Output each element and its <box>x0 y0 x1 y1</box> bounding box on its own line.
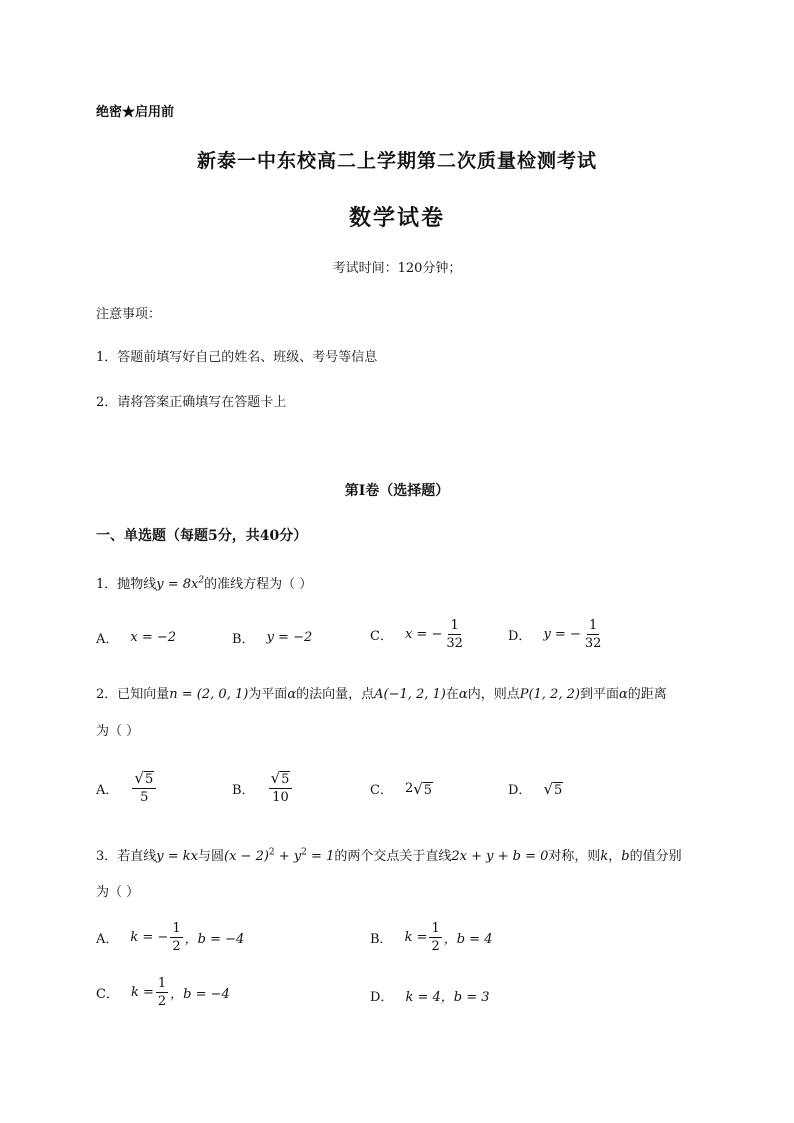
option-label: B． <box>370 932 393 947</box>
radicand: 5 <box>144 772 154 787</box>
q3-prefix: 3．若直线 <box>96 849 157 864</box>
q2-text: 到平面 <box>579 687 619 702</box>
option-text: k = <box>130 985 154 1000</box>
option-label: A． <box>96 782 119 798</box>
q1-prefix: 1．抛物线 <box>96 577 157 592</box>
exam-time: 考试时间：120分钟； <box>332 261 462 276</box>
q3-line2-eq: 2x + y + b = 0 <box>451 849 549 864</box>
q3-line-eq: y = kx <box>156 849 198 864</box>
denominator: 10 <box>272 790 289 805</box>
option-text: x = −2 <box>130 630 177 645</box>
q2-prefix: 2．已知向量 <box>96 687 170 702</box>
q3-option-a <box>96 920 244 955</box>
numerator <box>132 770 156 789</box>
numerator <box>269 770 293 789</box>
q1-option-b <box>232 628 312 647</box>
q3-option-b <box>370 920 493 955</box>
q3-circle-eq: + y <box>274 849 302 864</box>
numerator: 1 <box>157 976 167 991</box>
option-text: ，b = −4 <box>184 932 245 947</box>
coefficient: 2 <box>404 781 414 796</box>
radicand: 5 <box>281 772 290 787</box>
q2-text: 的距离 <box>627 687 667 702</box>
q2-point-a: A(−1, 2, 1) <box>374 687 446 702</box>
option-label: B． <box>232 632 255 647</box>
alpha-symbol: α <box>287 687 297 702</box>
alpha-symbol: α <box>618 687 628 702</box>
q2-option-d <box>508 779 563 798</box>
fraction <box>444 617 465 652</box>
denominator: 2 <box>172 939 181 954</box>
q3-text: ， <box>608 849 622 864</box>
q1-option-d <box>508 617 605 652</box>
q2-option-a <box>96 770 158 806</box>
sqrt: √ 5 <box>134 769 154 787</box>
numerator: 1 <box>431 921 440 936</box>
note-item: 1．答题前填写好自己的姓名、班级、考号等信息 <box>96 350 378 365</box>
option-text: y = − <box>543 627 581 642</box>
q1-suffix: 的准线方程为（ ） <box>204 577 313 592</box>
alpha-symbol: α <box>458 687 468 702</box>
var-k: k <box>600 849 609 864</box>
radicand: 5 <box>423 782 433 798</box>
option-label: A． <box>96 932 119 947</box>
question-3-stem-cont: 为（ ） <box>96 885 140 900</box>
option-text: ，b = −4 <box>170 987 230 1002</box>
fraction <box>132 770 156 806</box>
q2-vector: n = (2, 0, 1) <box>169 687 249 702</box>
var-b: b <box>621 849 630 864</box>
option-label: D． <box>508 783 532 798</box>
option-label: C． <box>370 783 393 798</box>
radicand: 5 <box>554 782 563 798</box>
option-label: A． <box>96 632 119 647</box>
q2-option-c <box>370 779 433 798</box>
q2-text: 的法向量，点 <box>296 687 375 702</box>
option-label: D． <box>370 990 394 1005</box>
q3-text: 的值分别 <box>629 849 682 864</box>
numerator: 1 <box>450 618 459 633</box>
question-2-stem <box>96 683 667 702</box>
denominator: 5 <box>140 790 149 805</box>
option-text: k = 4，b = 3 <box>405 990 490 1005</box>
sqrt: √ 5 <box>270 769 290 787</box>
exam-subtitle: 数学试卷 <box>348 205 445 231</box>
q3-circle-eq: = 1 <box>306 849 335 864</box>
option-label: C． <box>370 629 393 644</box>
question-2-stem-cont: 为（ ） <box>96 724 140 739</box>
numerator: 1 <box>172 921 181 936</box>
exam-title: 新泰一中东校高二上学期第二次质量检测考试 <box>196 150 597 172</box>
denominator: 2 <box>157 994 167 1009</box>
confidential-mark: 绝密★启用前 <box>96 105 175 120</box>
q3-option-c <box>96 975 230 1010</box>
sqrt: √ 5 <box>543 779 563 798</box>
exponent: 2 <box>268 847 275 858</box>
option-text: y = −2 <box>266 630 313 645</box>
q1-exponent: 2 <box>198 575 205 586</box>
q2-point-p: P(1, 2, 2) <box>519 687 580 702</box>
fraction <box>269 770 293 806</box>
option-label: B． <box>232 782 255 798</box>
sqrt: √ 5 <box>413 779 433 798</box>
option-text: ，b = 4 <box>443 932 493 947</box>
fraction <box>170 920 182 955</box>
q2-text: 为平面 <box>248 687 288 702</box>
q2-option-b <box>232 770 294 806</box>
q3-text: 的两个交点关于直线 <box>334 849 452 864</box>
q1-equation: y = 8x <box>156 577 199 592</box>
option-label: C． <box>96 987 119 1002</box>
exponent: 2 <box>301 847 307 858</box>
part-heading: 第I卷（选择题） <box>344 483 450 499</box>
fraction <box>156 975 168 1010</box>
denominator: 32 <box>446 636 463 651</box>
q1-option-a <box>96 628 176 647</box>
option-text: x = − <box>404 627 443 642</box>
q2-text: 内，则点 <box>467 687 520 702</box>
question-1-stem <box>96 573 312 592</box>
q2-text: 在 <box>445 687 459 702</box>
q3-circle-eq: (x − 2) <box>224 849 269 864</box>
numerator: 1 <box>588 618 598 633</box>
note-item: 2．请将答案正确填写在答题卡上 <box>96 395 287 410</box>
section-heading: 一、单选题（每题5分，共40分） <box>96 528 308 544</box>
q3-option-d <box>370 986 490 1005</box>
q1-option-c <box>370 617 467 652</box>
option-text: k = <box>404 930 428 945</box>
question-3-stem <box>96 845 682 864</box>
notes-title: 注意事项： <box>96 307 162 322</box>
q3-text: 对称，则 <box>548 849 601 864</box>
fraction <box>429 920 441 955</box>
option-label: D． <box>508 629 532 644</box>
denominator: 32 <box>584 636 602 651</box>
option-text: k = − <box>130 930 169 945</box>
q3-text: 与圆 <box>198 849 225 864</box>
fraction <box>583 617 604 652</box>
denominator: 2 <box>431 939 440 954</box>
